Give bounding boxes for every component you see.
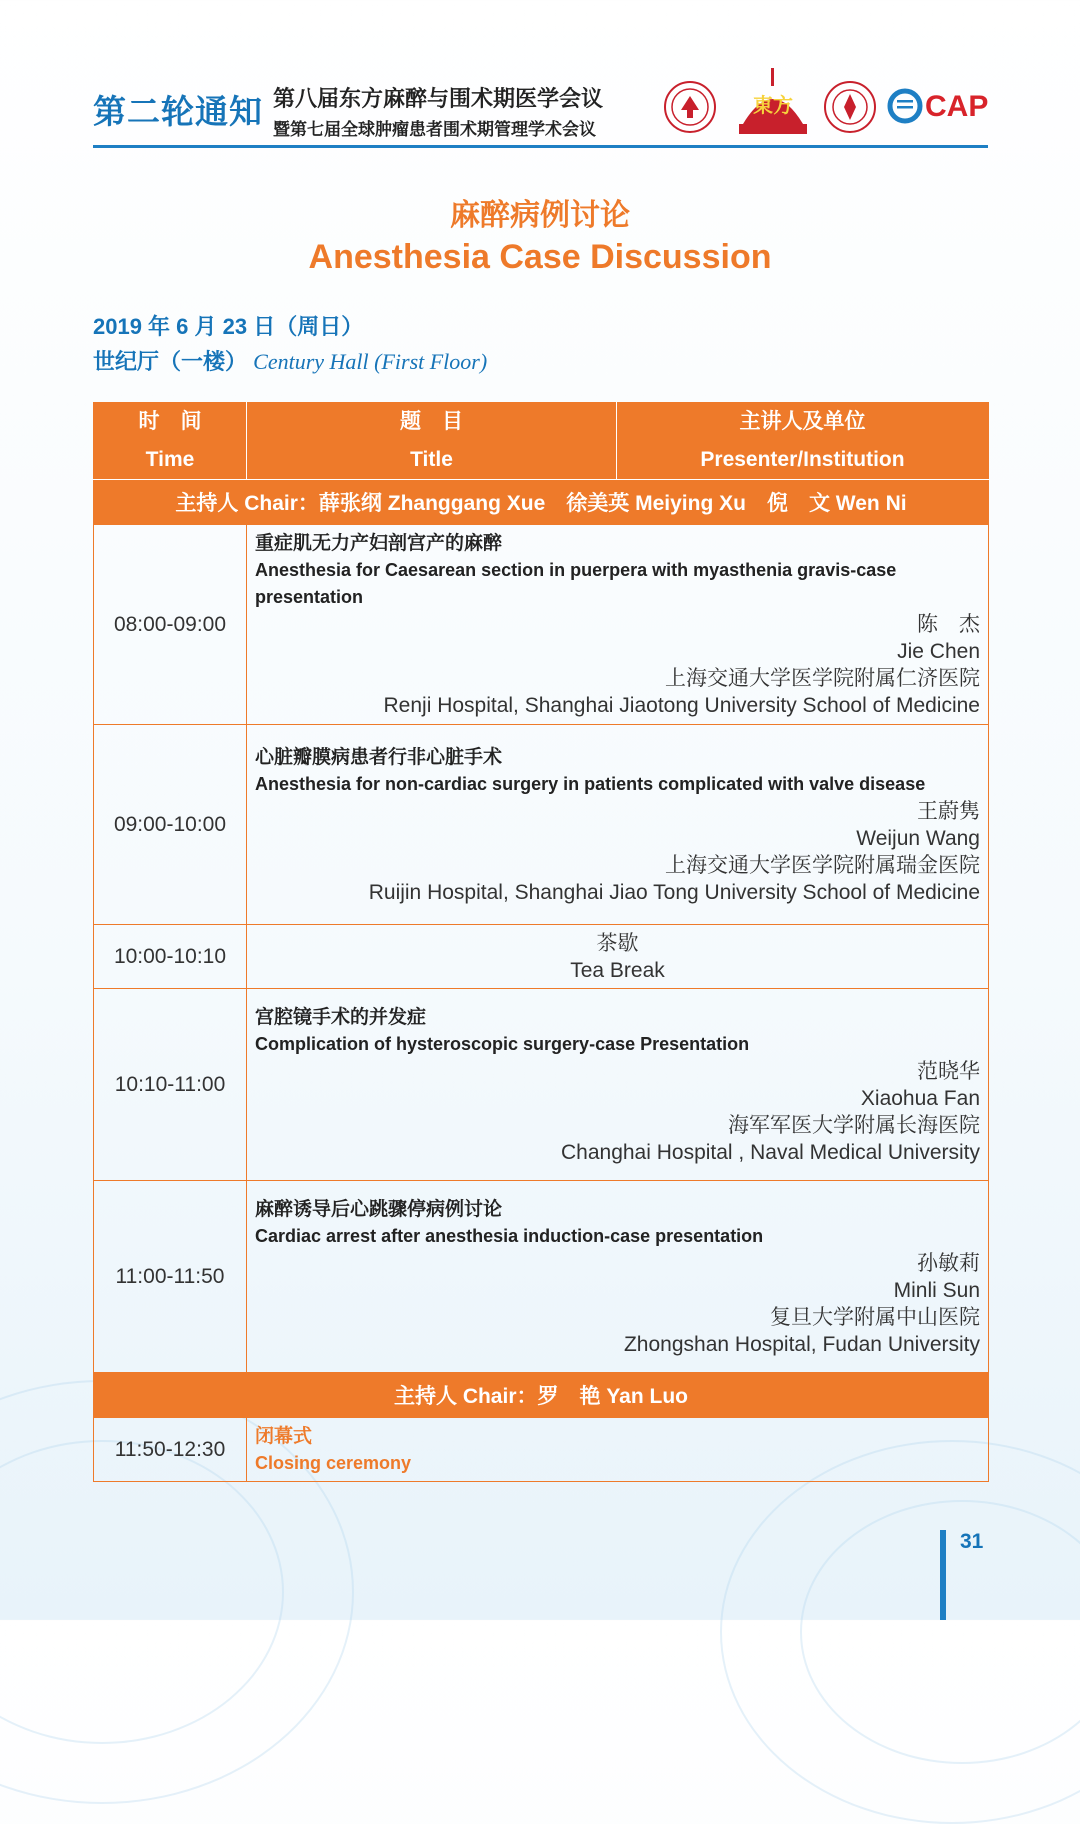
table-row-closing [94,1418,989,1482]
topic-cn: 宫腔镜手术的并发症 [255,1006,427,1028]
schedule-table [93,402,989,1482]
conference-title-line2: 暨第七届全球肿瘤患者围术期管理学术会议 [273,120,596,139]
table-row [94,989,989,1181]
row-time: 11:50-12:30 [94,1418,247,1482]
page-number: 31 [960,1530,984,1553]
header-presenter-cn: 主讲人及单位 [739,410,866,433]
topic-en: Cardiac arrest after anesthesia induction-case presentation [255,1225,764,1246]
venue-en: Century Hall (First Floor) [253,349,488,374]
header-title-en: Title [410,448,453,471]
chair-text: 主持人 Chair：薛张纲 Zhanggang Xue 徐美英 Meiying Xu 倪 文 Wen Ni [94,480,989,525]
dongfang-logo-text: 東方 [753,93,793,117]
conference-name [273,82,603,140]
institution-en: Renji Hospital, Shanghai Jiaotong University School of Medicine [383,694,980,717]
presenter-cn: 孙敏莉 [917,1251,980,1275]
society-seal-logo [663,80,717,134]
table-row [94,725,989,925]
topic-cn: 重症肌无力产妇剖宫产的麻醉 [255,533,503,554]
institution-cn: 上海交通大学医学院附属瑞金医院 [665,853,980,877]
row-content [247,989,989,1181]
header-title-cn: 题 目 [400,410,463,433]
break-content [247,925,989,989]
row-time: 08:00-09:00 [94,525,247,725]
page-number-bar [940,1530,946,1620]
header-presenter [617,403,989,480]
logo-strip [663,78,988,138]
row-time: 11:00-11:50 [94,1181,247,1373]
header-title [247,403,617,480]
cap-logo [885,82,988,134]
topic-cn: 心脏瓣膜病患者行非心脏手术 [255,746,503,768]
presenter-cn: 陈 杰 [917,613,980,636]
header-time [94,403,247,480]
presenter-en: Weijun Wang [856,826,980,850]
institution-en: Ruijin Hospital, Shanghai Jiao Tong University School of Medicine [368,880,980,904]
institution-cn: 上海交通大学医学院附属仁济医院 [665,667,980,690]
row-content [247,725,989,925]
closing-content [247,1418,989,1482]
chair-row [94,1373,989,1418]
presenter-cn: 王蔚隽 [917,799,980,823]
institution-cn: 复旦大学附属中山医院 [770,1305,980,1329]
page-title-cn: 麻醉病例讨论 [450,199,630,232]
notice-label: 第二轮通知 [93,93,263,130]
venue-cn: 世纪厅（一楼） [93,349,248,374]
topic-en: Complication of hysteroscopic surgery-case Presentation [255,1033,750,1054]
presenter-en: Xiaohua Fan [860,1086,980,1110]
table-row [94,1181,989,1373]
topic-en: Anesthesia for non-cardiac surgery in patients complicated with valve disease [255,773,926,794]
cap-logo-text: CAP [925,90,988,123]
page-header [93,78,988,150]
row-time: 10:10-11:00 [94,989,247,1181]
institution-cn: 海军军医大学附属长海医院 [728,1113,980,1137]
row-content [247,1181,989,1373]
header-time-en: Time [145,448,195,471]
conference-title-line1: 第八届东方麻醉与围术期医学会议 [273,86,604,111]
presenter-cn: 范晓华 [917,1059,980,1083]
break-en: Tea Break [570,958,665,982]
table-header-row [94,403,989,480]
session-date: 2019 年 6 月 23 日（周日） [93,314,364,339]
presenter-en: Minli Sun [893,1278,980,1302]
session-venue [93,345,487,376]
association-seal-logo [823,80,877,134]
closing-en: Closing ceremony [255,1452,412,1473]
header-time-cn: 时 间 [138,410,202,433]
institution-en: Changhai Hospital , Naval Medical University [560,1140,980,1164]
dongfang-logo [733,66,813,138]
row-content [247,525,989,725]
break-cn: 茶歇 [596,931,639,955]
closing-cn: 闭幕式 [255,1425,313,1447]
table-row [94,525,989,725]
topic-en: Anesthesia for Caesarean section in puerpera with myasthenia gravis-case presentation [255,560,897,607]
topic-cn: 麻醉诱导后心跳骤停病例讨论 [255,1198,503,1220]
institution-en: Zhongshan Hospital, Fudan University [623,1332,980,1356]
row-time: 10:00-10:10 [94,925,247,989]
presenter-en: Jie Chen [897,640,980,663]
header-presenter-en: Presenter/Institution [700,448,905,471]
table-row [94,925,989,989]
header-divider [93,145,988,148]
chair-text: 主持人 Chair：罗 艳 Yan Luo [94,1373,989,1418]
page-title-en: Anesthesia Case Discussion [308,238,772,276]
chair-row [94,480,989,525]
row-time: 09:00-10:00 [94,725,247,925]
